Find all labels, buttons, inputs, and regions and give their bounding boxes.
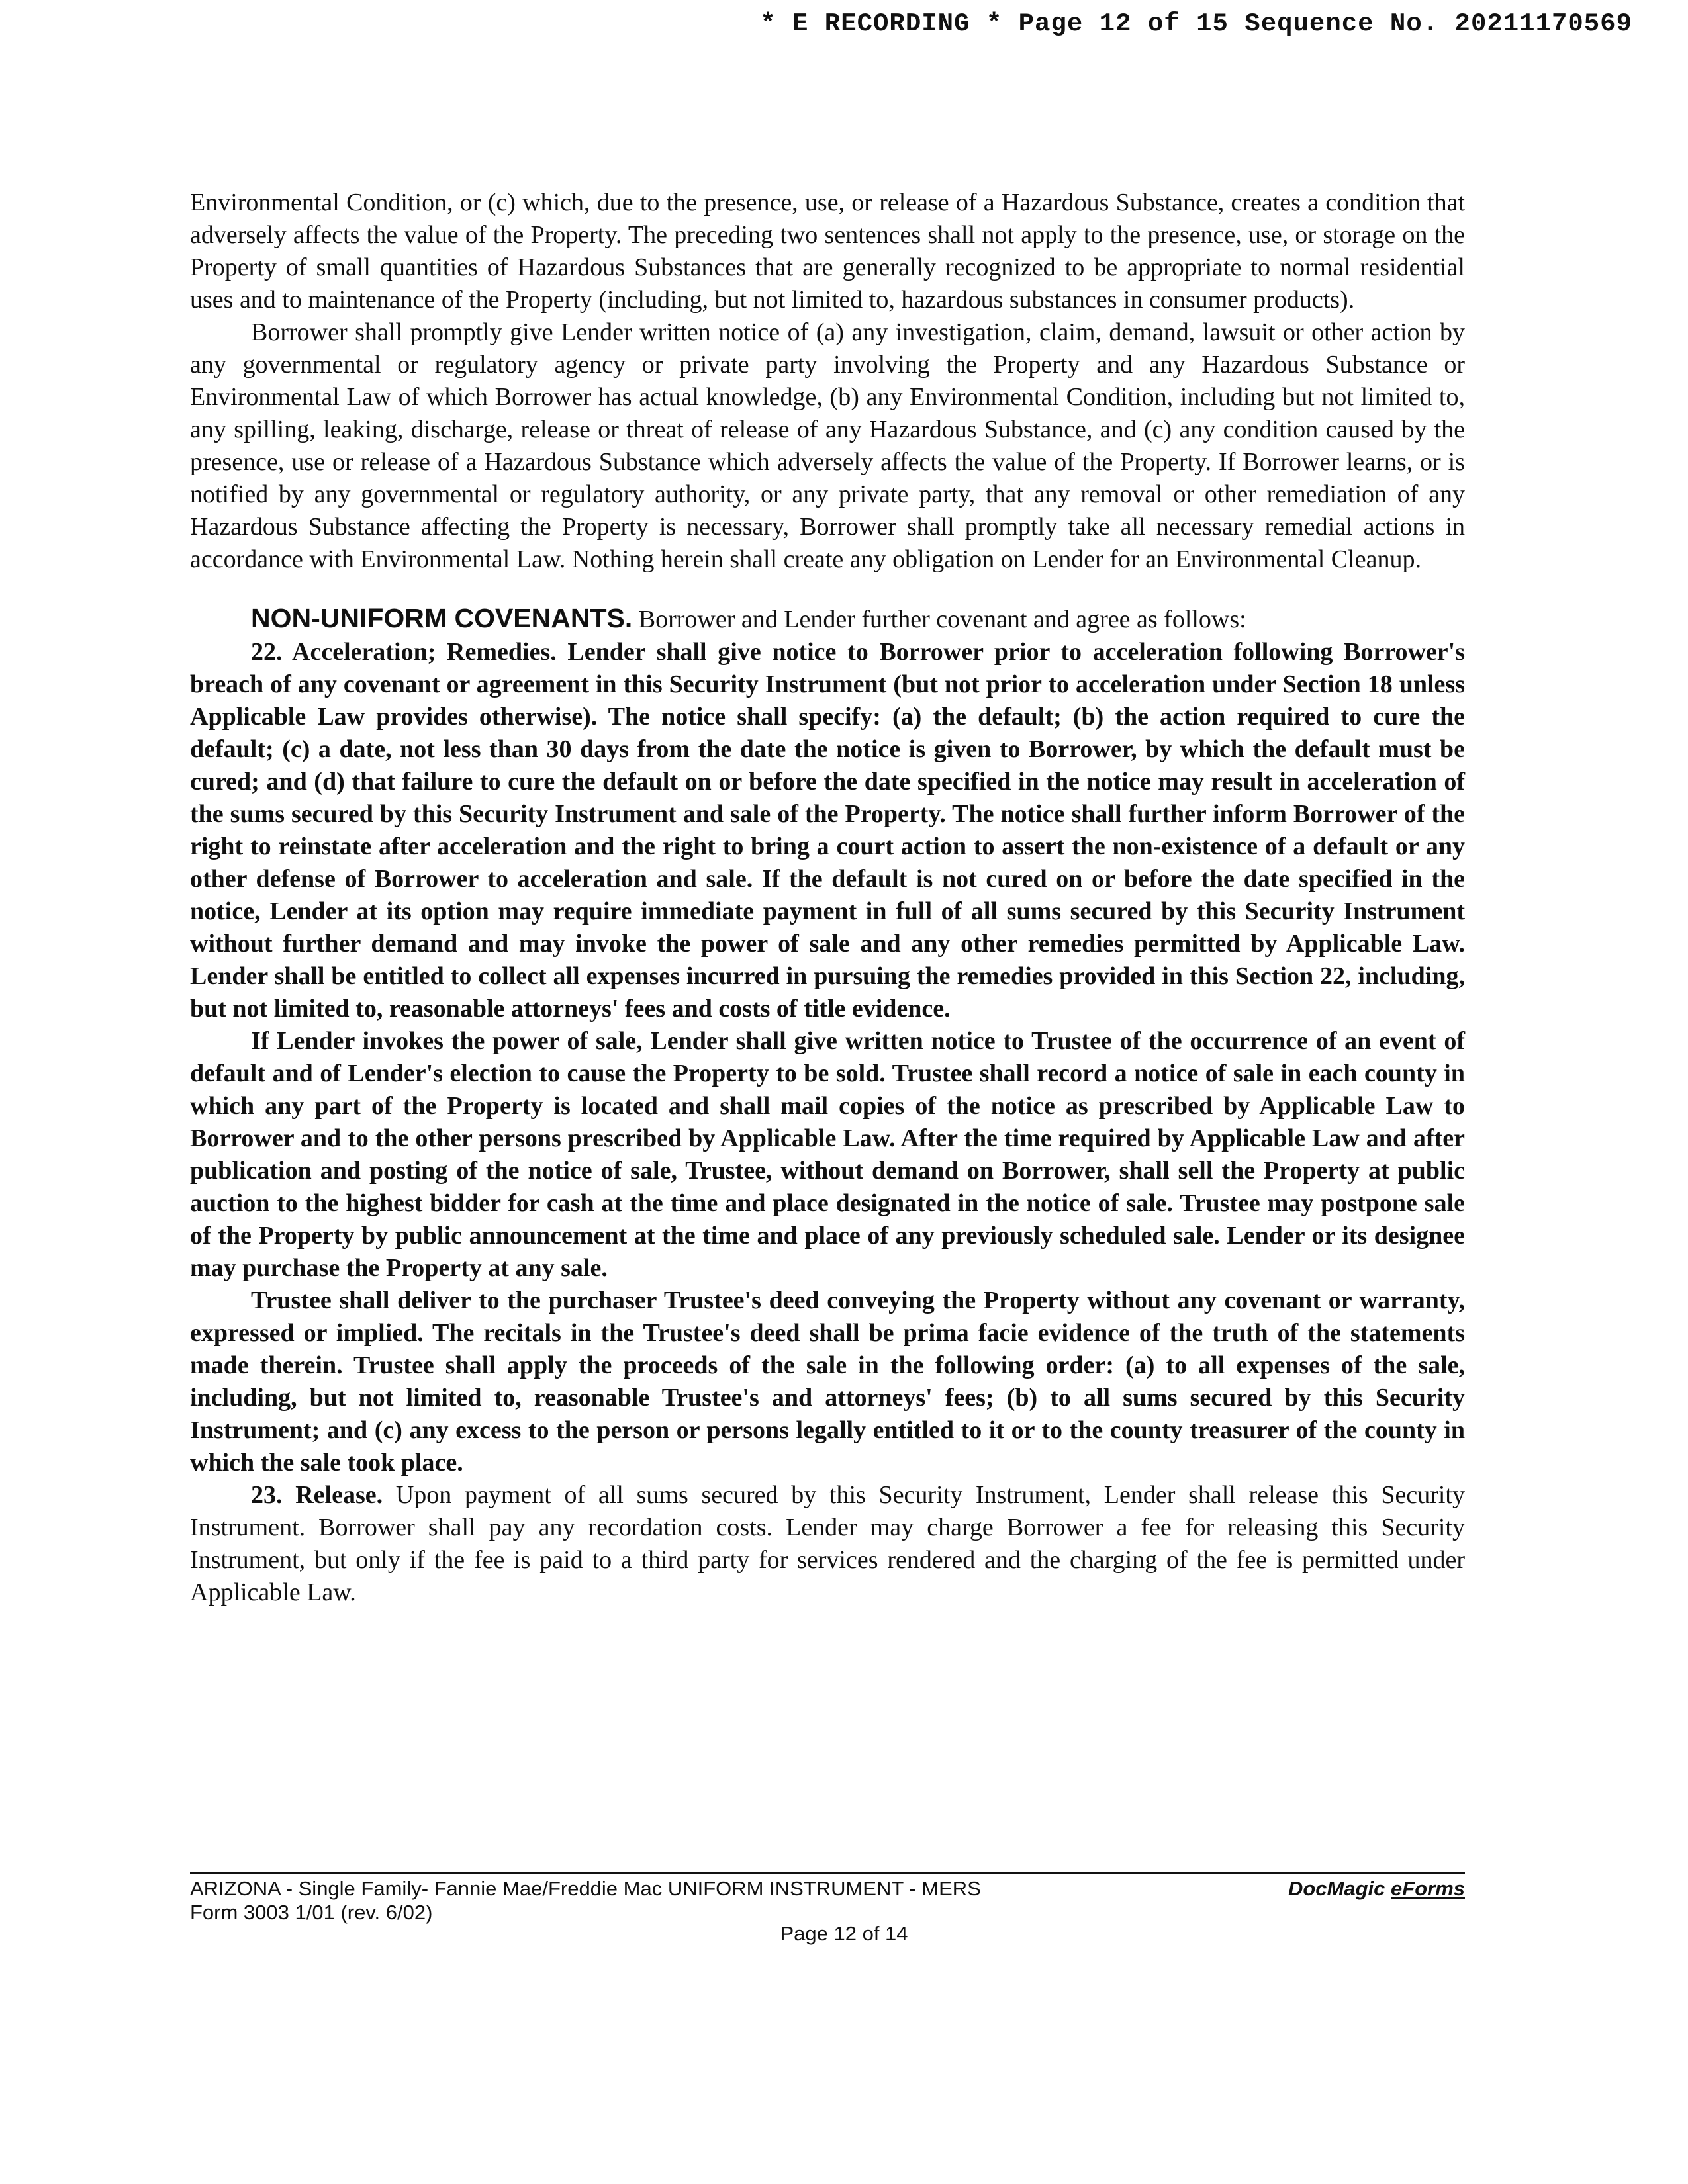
footer-instrument-title: ARIZONA - Single Family- Fannie Mae/Freddie Mac UNIFORM INSTRUMENT - MERS [190,1877,981,1900]
document-body [190,187,1465,1609]
docmagic-logo [1288,1877,1465,1901]
section-22-power-of-sale: If Lender invokes the power of sale, Lender shall give written notice to Trustee of the occurrence of an event of default and of Lender's election to cause the Property to be sold. Trustee shall record a notice of sale in each county in which any part of the Property is located and shall mail copies of the notice as prescribed by Applicable Law to Borrower and to the other persons prescribed by Applicable Law. After the time required by Applicable Law and after publication and posting of the notice of sale, Trustee, without demand on Borrower, shall sell the Property at public auction to the highest bidder for cash at the time and place designated in the notice of sale. Trustee may postpone sale of the Property by public announcement at the time and place of any previously scheduled sale. Lender or its designee may purchase the Property at any sale. [190,1027,1465,1282]
section-23-heading: 23. Release. [251,1481,383,1509]
non-uniform-covenants-heading: NON-UNIFORM COVENANTS. [251,603,633,633]
section-22-acceleration-remedies: 22. Acceleration; Remedies. Lender shall give notice to Borrower prior to acceleration following Borrower's breach of any covenant or agreement in this Security Instrument (but not prior to acceleration under Section 18 unless Applicable Law provides otherwise). The notice shall specify: (a) the default; (b) the action required to cure the default; (c) a date, not less than 30 days from the date the notice is given to Borrower, by which the default must be cured; and (d) that failure to cure the default on or before the date specified in the notice may result in acceleration of the sums secured by this Security Instrument and sale of the Property. The notice shall further inform Borrower of the right to reinstate after acceleration and the right to bring a court action to assert the non-existence of a default or any other defense of Borrower to acceleration and sale. If the default is not cured on or before the date specified in the notice, Lender at its option may require immediate payment in full of all sums secured by this Security Instrument without further demand and may invoke the power of sale and any other remedies permitted by Applicable Law. Lender shall be entitled to collect all expenses incurred in pursuing the remedies provided in this Section 22, including, but not limited to, reasonable attorneys' fees and costs of title evidence. [190,638,1465,1023]
docmagic-brand: DocMagic [1288,1877,1385,1900]
section-spacer [190,576,1465,602]
paragraph-environmental-condition: Environmental Condition, or (c) which, due to the presence, use, or release of a Hazardous Substance, creates a condition that adversely affects the value of the Property. The preceding two sentences shall not apply to the presence, use, or storage on the Property of small quantities of Hazardous Substances that are generally recognized to be appropriate to normal residential uses and to maintenance of the Property (including, but not limited to, hazardous substances in consumer products). [190,189,1465,314]
section-23-text: Upon payment of all sums secured by this Security Instrument, Lender shall release this Security Instrument. Borrower shall pay any recordation costs. Lender may charge Borrower a fee for releasing this Security Instrument, but only if the fee is paid to a third party for services rendered and the charging of the fee is permitted under Applicable Law. [190,1481,1465,1606]
non-uniform-covenants-text: Borrower and Lender further covenant and agree as follows: [632,606,1246,633]
footer-form-info [190,1877,981,1925]
section-23-release [190,1479,1465,1609]
footer-form-number: Form 3003 1/01 (rev. 6/02) [190,1901,433,1924]
paragraph-borrower-notice: Borrower shall promptly give Lender written notice of (a) any investigation, claim, demand, lawsuit or other action by any governmental or regulatory agency or private party involving the Property and any Hazardous Substance or Environmental Law of which Borrower has actual knowledge, (b) any Environmental Condition, including but not limited to, any spilling, leaking, discharge, release or threat of release of any Hazardous Substance, and (c) any condition caused by the presence, use or release of a Hazardous Substance which adversely affects the value of the Property. If Borrower learns, or is notified by any governmental or regulatory authority, or any private party, that any removal or other remediation of any Hazardous Substance affecting the Property is necessary, Borrower shall promptly take all necessary remedial actions in accordance with Environmental Law. Nothing herein shall create any obligation on Lender for an Environmental Cleanup. [190,318,1465,573]
eforms-brand: eForms [1391,1877,1465,1900]
section-22-trustee-deed: Trustee shall deliver to the purchaser Trustee's deed conveying the Property without any covenant or warranty, expressed or implied. The recitals in the Trustee's deed shall be prima facie evidence of the truth of the statements made therein. Trustee shall apply the proceeds of the sale in the following order: (a) to all expenses of the sale, including, but not limited to, reasonable Trustee's and attorneys' fees; (b) to all sums secured by this Security Instrument; and (c) any excess to the person or persons legally entitled to it or to the county treasurer of the county in which the sale took place. [190,1287,1465,1477]
footer-page-number: Page 12 of 14 [780,1922,908,1945]
footer-divider [190,1872,1465,1874]
recording-stamp: * E RECORDING * Page 12 of 15 Sequence No. 20211170569 [760,9,1632,38]
non-uniform-covenants-line [190,602,1465,636]
